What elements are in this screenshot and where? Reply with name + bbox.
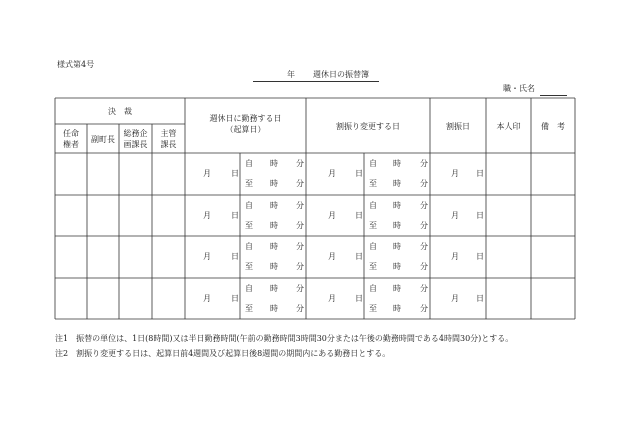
change-to-label: 至 — [369, 179, 377, 188]
change-to-minute-label: 分 — [420, 179, 428, 188]
work-to-label: 至 — [245, 179, 253, 188]
work-to-hour-label: 時 — [270, 221, 278, 230]
work-month-label: 月 — [203, 294, 211, 303]
work-month-label: 月 — [203, 252, 211, 261]
change-month-label: 月 — [328, 169, 336, 178]
change-month-label: 月 — [328, 294, 336, 303]
work-day-label: 日 — [231, 294, 239, 303]
work-to-minute-label: 分 — [296, 304, 304, 313]
title-year: 年 — [287, 70, 295, 79]
work-from-minute-label: 分 — [296, 284, 304, 293]
work-to-hour-label: 時 — [270, 179, 278, 188]
work-to-label: 至 — [245, 304, 253, 313]
work-day-header: 週休日に勤務する日 （起算日） — [209, 114, 282, 134]
work-to-minute-label: 分 — [296, 221, 304, 230]
work-to-hour-label: 時 — [270, 262, 278, 271]
work-day-label: 日 — [231, 211, 239, 220]
change-to-label: 至 — [369, 221, 377, 230]
change-from-hour-label: 時 — [393, 201, 401, 210]
change-from-hour-label: 時 — [393, 242, 401, 251]
approver-general-affairs: 総務企 画課長 — [123, 129, 148, 149]
work-from-hour-label: 時 — [270, 159, 278, 168]
change-from-label: 自 — [369, 284, 377, 293]
change-from-label: 自 — [369, 201, 377, 210]
furikae-month-label: 月 — [451, 211, 459, 220]
note-1: 注1 振替の単位は、1日(8時間)又は半日勤務時間(午前の勤務時間3時間30分または午後の勤務時間である4時間30分)とする。 — [55, 334, 514, 343]
work-from-label: 自 — [245, 201, 253, 210]
change-to-hour-label: 時 — [393, 221, 401, 230]
seal-header: 本人印 — [496, 122, 521, 131]
furikae-day-label: 日 — [476, 211, 484, 220]
work-to-minute-label: 分 — [296, 179, 304, 188]
work-day-label: 日 — [231, 252, 239, 261]
work-from-minute-label: 分 — [296, 159, 304, 168]
change-month-label: 月 — [328, 252, 336, 261]
change-month-label: 月 — [328, 211, 336, 220]
work-from-hour-label: 時 — [270, 242, 278, 251]
furikae-month-label: 月 — [451, 169, 459, 178]
position-name-label: 職・氏名 — [503, 84, 535, 93]
change-from-minute-label: 分 — [420, 201, 428, 210]
change-to-hour-label: 時 — [393, 262, 401, 271]
work-from-minute-label: 分 — [296, 242, 304, 251]
change-day-label: 日 — [355, 294, 363, 303]
change-from-hour-label: 時 — [393, 284, 401, 293]
change-day-label: 日 — [355, 211, 363, 220]
work-from-hour-label: 時 — [270, 284, 278, 293]
change-day-header: 割振り変更する日 — [336, 122, 400, 131]
page-title: 週休日の振替簿 — [313, 70, 369, 79]
change-from-label: 自 — [369, 242, 377, 251]
note-2: 注2 割振り変更する日は、起算日前4週間及び起算日後8週間の期間内にある勤務日とする。 — [55, 349, 391, 358]
change-from-label: 自 — [369, 159, 377, 168]
change-to-label: 至 — [369, 262, 377, 271]
work-to-label: 至 — [245, 221, 253, 230]
work-day-label: 日 — [231, 169, 239, 178]
furikae-month-label: 月 — [451, 294, 459, 303]
work-to-label: 至 — [245, 262, 253, 271]
change-from-minute-label: 分 — [420, 159, 428, 168]
furikae-day-label: 日 — [476, 294, 484, 303]
furikae-day-label: 日 — [476, 169, 484, 178]
furikae-day-label: 日 — [476, 252, 484, 261]
form-number: 様式第4号 — [57, 60, 95, 69]
work-month-label: 月 — [203, 211, 211, 220]
furikae-day-header: 割振日 — [446, 122, 470, 131]
approval-header: 決 裁 — [108, 107, 132, 116]
approver-deputy-mayor: 副町長 — [91, 135, 115, 144]
work-from-minute-label: 分 — [296, 201, 304, 210]
change-day-label: 日 — [355, 252, 363, 261]
work-from-label: 自 — [245, 159, 253, 168]
work-to-hour-label: 時 — [270, 304, 278, 313]
change-to-hour-label: 時 — [393, 304, 401, 313]
change-to-minute-label: 分 — [420, 221, 428, 230]
work-from-label: 自 — [245, 284, 253, 293]
approver-section-chief: 主管 課長 — [160, 129, 177, 149]
approver-appointing-authority: 任命 権者 — [63, 129, 79, 149]
work-from-label: 自 — [245, 242, 253, 251]
change-from-minute-label: 分 — [420, 284, 428, 293]
change-to-hour-label: 時 — [393, 179, 401, 188]
change-from-minute-label: 分 — [420, 242, 428, 251]
change-day-label: 日 — [355, 169, 363, 178]
furikae-month-label: 月 — [451, 252, 459, 261]
change-to-minute-label: 分 — [420, 262, 428, 271]
work-to-minute-label: 分 — [296, 262, 304, 271]
change-to-minute-label: 分 — [420, 304, 428, 313]
work-from-hour-label: 時 — [270, 201, 278, 210]
work-month-label: 月 — [203, 169, 211, 178]
change-from-hour-label: 時 — [393, 159, 401, 168]
change-to-label: 至 — [369, 304, 377, 313]
remarks-header: 備 考 — [541, 122, 565, 131]
